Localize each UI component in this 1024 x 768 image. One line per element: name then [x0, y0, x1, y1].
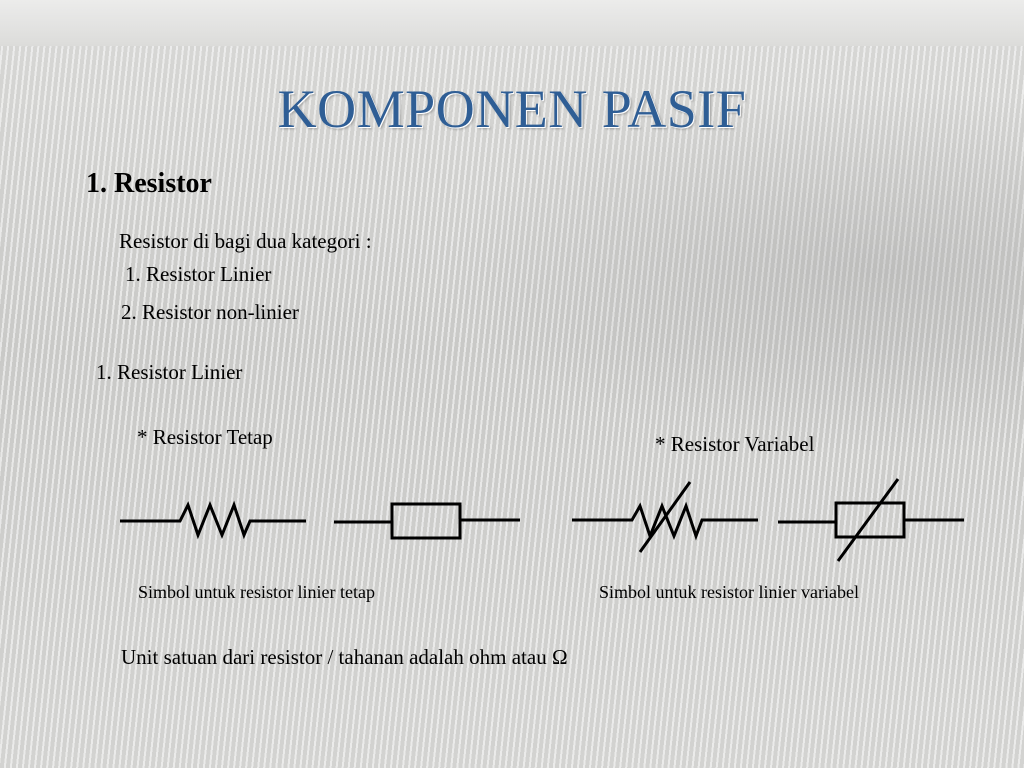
- unit-note: Unit satuan dari resistor / tahanan adalah ohm atau Ω: [121, 645, 568, 669]
- variable-resistor-label: * Resistor Variabel: [655, 432, 815, 456]
- intro-text: Resistor di bagi dua kategori :: [119, 229, 372, 253]
- fixed-resistor-label: * Resistor Tetap: [137, 425, 273, 449]
- category-item-linear: 1. Resistor Linier: [125, 262, 272, 286]
- fixed-resistor-caption: Simbol untuk resistor linier tetap: [138, 582, 375, 602]
- variable-resistor-caption: Simbol untuk resistor linier variabel: [599, 582, 859, 602]
- slide-title: KOMPONEN PASIF: [277, 79, 747, 139]
- fixed-resistor-box-icon: [332, 495, 524, 545]
- section-heading: 1. Resistor: [86, 168, 212, 199]
- fixed-resistor-zigzag-icon: [118, 495, 308, 545]
- top-band: [0, 0, 1024, 46]
- subheading-linear: 1. Resistor Linier: [96, 360, 243, 384]
- category-item-nonlinear: 2. Resistor non-linier: [121, 300, 299, 324]
- variable-resistor-box-icon: [776, 475, 968, 565]
- variable-resistor-zigzag-icon: [570, 480, 762, 555]
